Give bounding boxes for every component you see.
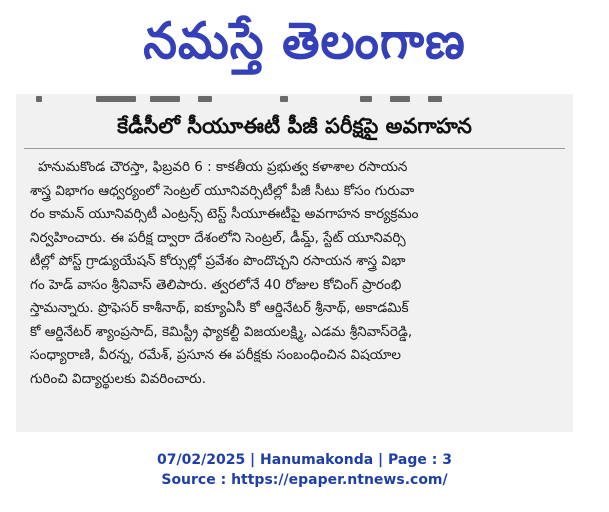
headline-divider: [24, 148, 565, 149]
article-line: గం హెడ్ వాసం శ్రీనివాస్ తెలిపారు. త్వరలోనే 40 రోజుల కోచింగ్ ప్రారంభి: [30, 276, 402, 293]
article-line: టీల్లో పోస్ట్ గ్రాడ్యుయేషన్ కోర్సుల్లో ప్రవేశం పొందొచ్చని రసాయన శాస్త్ర విభా: [30, 253, 406, 269]
article-line: నిర్వహించారు. ఈ పరీక్ష ద్వారా దేశంలోని సెంట్రల్, డీమ్డ్, స్టేట్ యూనివర్సి: [30, 229, 406, 246]
newspaper-logo: నమస్తే తెలంగాణ: [143, 11, 466, 71]
article-body: [30, 156, 562, 391]
article-line: కో ఆర్డినేటర్ శ్యాంప్రసాద్, కెమిస్ట్రీ ఫ్యాకల్టీ విజయలక్ష్మి, ఎడమ శ్రీనివాస్‌రెడ్డి,: [30, 323, 413, 340]
article-clipping: [16, 94, 573, 432]
article-line: శాస్త్ర విభాగం ఆధ్వర్యంలో సెంట్రల్ యూనివర్సిటీల్లో పీజీ సీటు కోసం గురువా: [30, 182, 415, 199]
masthead: [0, 0, 609, 82]
footer: [0, 450, 609, 490]
source-link[interactable]: Source : https://epaper.ntnews.com/: [161, 472, 448, 488]
article-line: రం కామన్ యూనివర్సిటీ ఎంట్రన్స్ టెస్ట్ సీయూఈటీపై అవగాహన కార్యక్రమం: [30, 206, 419, 222]
article-line: స్తామన్నారు. ప్రొఫెసర్ కాశీనాథ్, ఐక్యూఏసీ కో ఆర్డినేటర్ శ్రీనాథ్, అకాడమిక్: [30, 300, 409, 316]
article-line: హనుమకొండ చౌరస్తా, ఫిబ్రవరి 6 : కాకతీయ ప్రభుత్వ కళాశాల రసాయన: [38, 159, 408, 175]
edition-info: 07/02/2025 | Hanumakonda | Page : 3: [157, 452, 452, 468]
article-headline: కేడీసీలో సీయూఈటీ పీజీ పరీక్షపై అవగాహన: [117, 114, 472, 138]
article-line: గురించి విద్యార్థులకు వివరించారు.: [30, 370, 207, 387]
cut-text-strip: [30, 94, 450, 104]
article-line: సంధ్యారాణి, వీరన్న, రమేశ్, ప్రసూన ఈ పరీక్షకు సంబంధించిన విషయాల: [30, 347, 401, 363]
